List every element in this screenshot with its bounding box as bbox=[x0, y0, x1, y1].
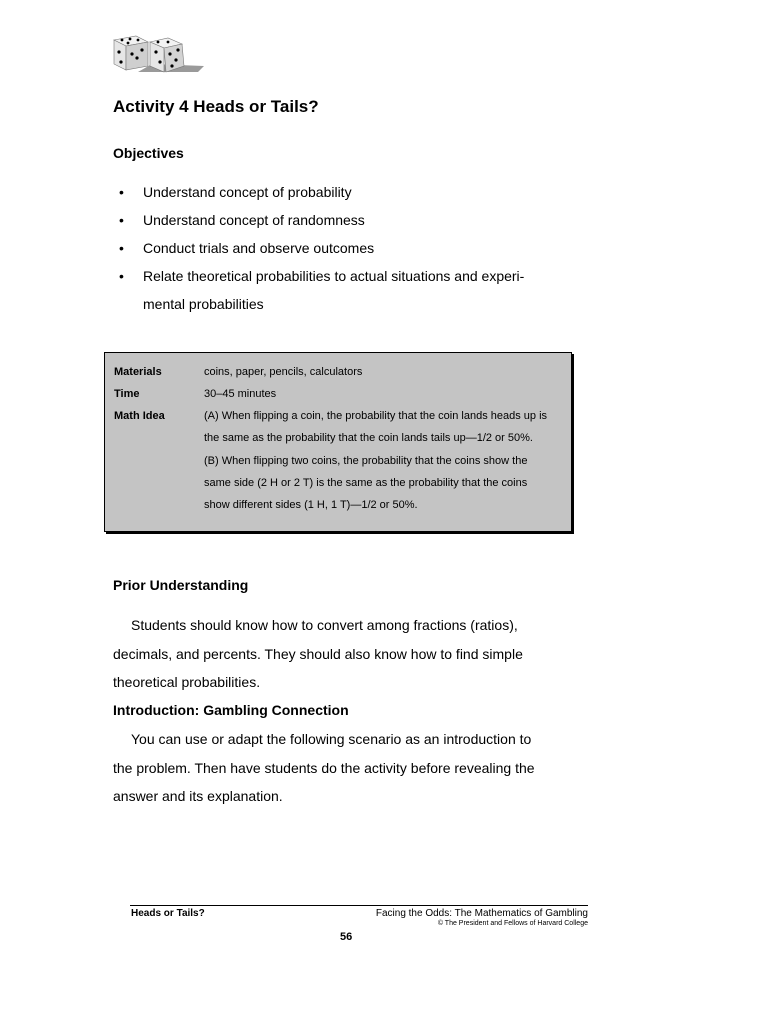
footer-left: Heads or Tails? bbox=[131, 908, 205, 919]
list-item: • Understand concept of probability bbox=[113, 178, 563, 206]
list-item-line: mental probabilities bbox=[143, 296, 264, 312]
math-idea-text bbox=[204, 405, 566, 516]
list-item: • Understand concept of randomness bbox=[113, 206, 563, 234]
list-item: • Conduct trials and observe outcomes bbox=[113, 234, 563, 262]
time-value: 30–45 minutes bbox=[204, 388, 277, 400]
materials-box bbox=[104, 352, 572, 532]
paragraph-line: the problem. Then have students do the activity before revealing the bbox=[113, 759, 535, 776]
dice-icon bbox=[108, 28, 204, 78]
introduction-heading: Introduction: Gambling Connection bbox=[113, 702, 349, 718]
footer-copyright: © The President and Fellows of Harvard College bbox=[437, 920, 588, 927]
page-title: Activity 4 Heads or Tails? bbox=[113, 97, 319, 116]
list-item-line: Relate theoretical probabilities to actual situations and experi- bbox=[143, 268, 525, 284]
list-item bbox=[113, 262, 563, 318]
paragraph-line: theoretical probabilities. bbox=[113, 674, 261, 690]
math-idea-line: (B) When flipping two coins, the probability that the coins show the bbox=[204, 454, 528, 467]
math-idea-line: same side (2 H or 2 T) is the same as the probability that the coins bbox=[204, 476, 528, 489]
time-label: Time bbox=[114, 388, 140, 400]
math-idea-line: show different sides (1 H, 1 T)—1/2 or 50%. bbox=[204, 499, 418, 512]
prior-understanding-heading: Prior Understanding bbox=[113, 577, 249, 593]
footer-book-title: Facing the Odds: The Mathematics of Gambling bbox=[375, 908, 588, 919]
paragraph-line: You can use or adapt the following scenario as an introduction to bbox=[131, 731, 532, 747]
objectives-heading: Objectives bbox=[113, 145, 184, 161]
objectives-list bbox=[113, 178, 563, 318]
math-idea-line: the same as the probability that the coin lands tails up—1/2 or 50%. bbox=[204, 432, 533, 445]
math-idea-label: Math Idea bbox=[114, 410, 165, 422]
footer-divider bbox=[130, 905, 588, 906]
paragraph-line: decimals, and percents. They should also know how to find simple bbox=[113, 645, 523, 662]
paragraph-line: answer and its explanation. bbox=[113, 788, 283, 804]
introduction-paragraph bbox=[113, 725, 563, 811]
math-idea-line: (A) When flipping a coin, the probability that the coin lands heads up is bbox=[204, 410, 548, 422]
paragraph-line: Students should know how to convert among fractions (ratios), bbox=[131, 617, 518, 633]
materials-value: coins, paper, pencils, calculators bbox=[204, 366, 363, 378]
prior-understanding-paragraph bbox=[113, 611, 563, 697]
page-number: 56 bbox=[340, 931, 353, 943]
materials-label: Materials bbox=[114, 366, 162, 378]
